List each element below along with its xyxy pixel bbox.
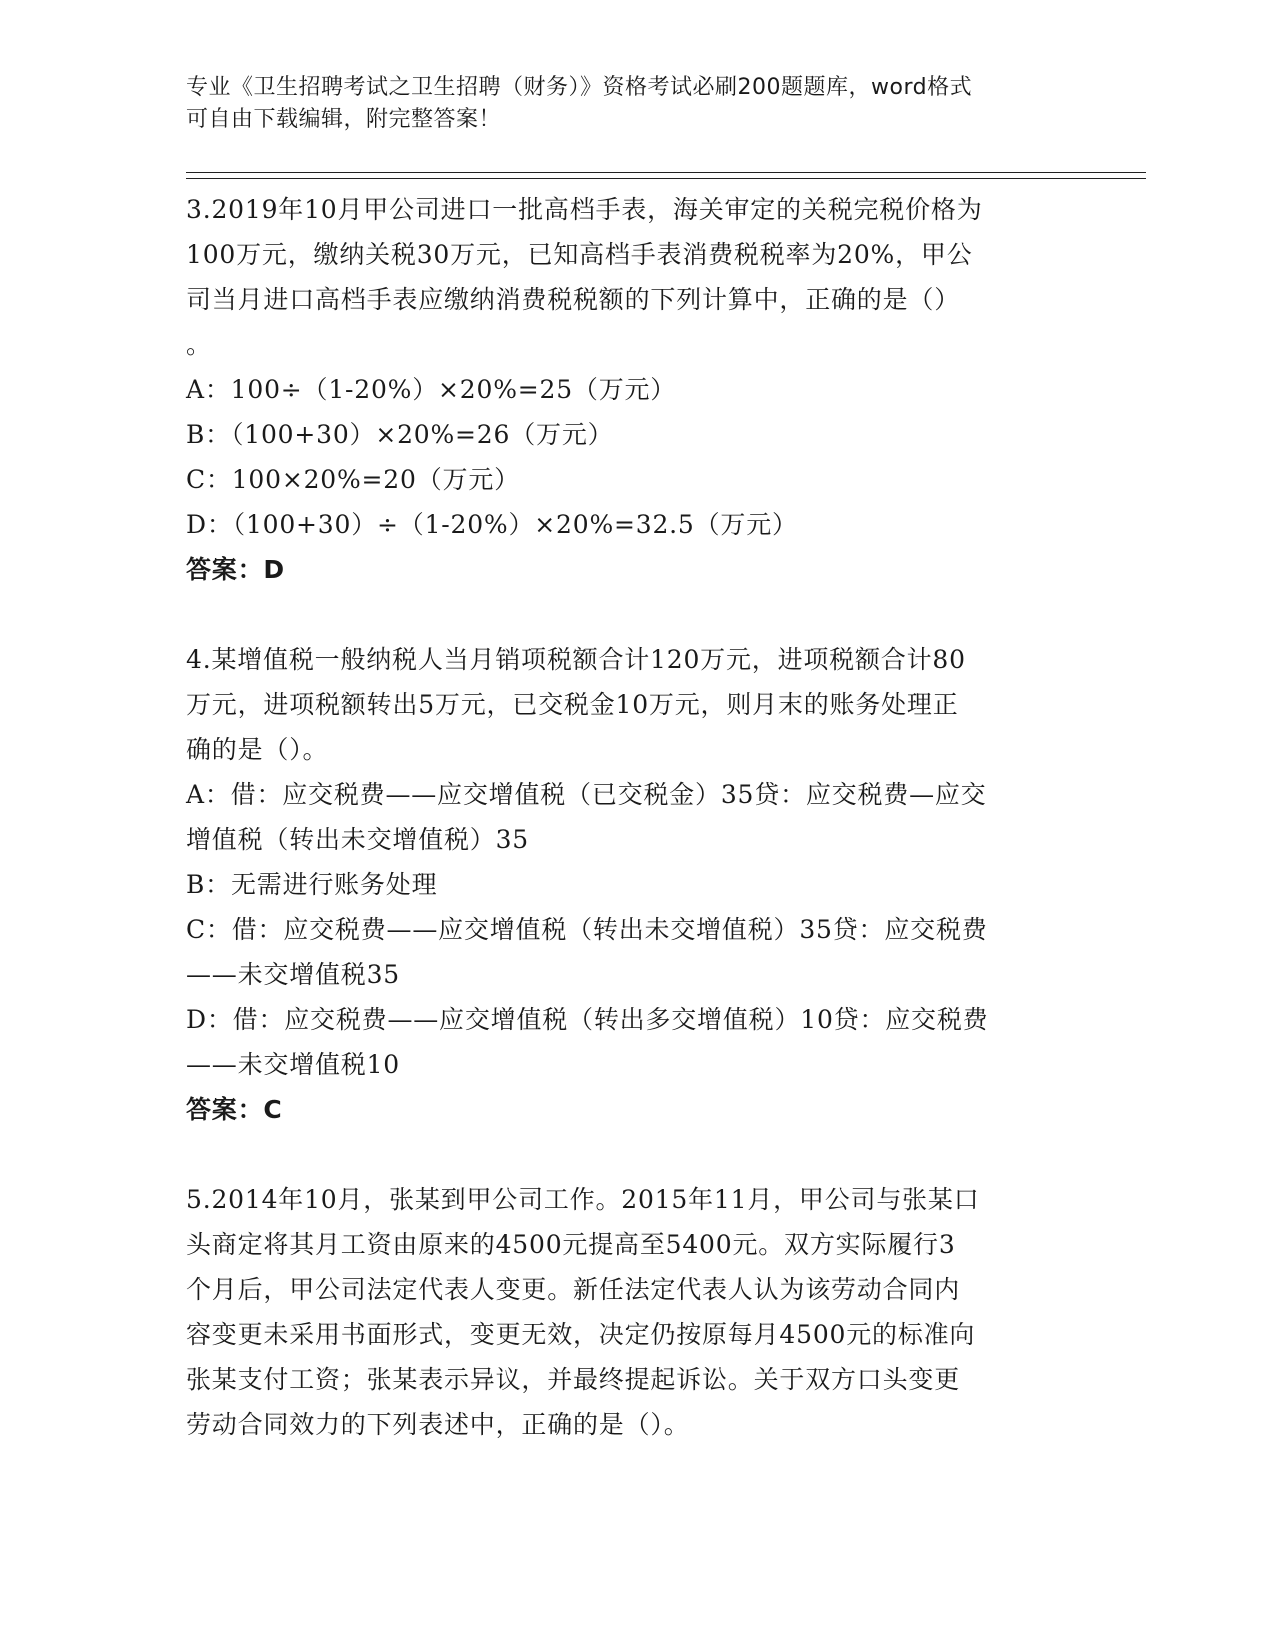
- header-divider: [186, 178, 1146, 179]
- question-stem-line: 100万元，缴纳关税30万元，已知高档手表消费税税率为20%，甲公: [186, 240, 973, 269]
- question-stem-line: 万元，进项税额转出5万元，已交税金10万元，则月末的账务处理正: [186, 690, 959, 719]
- question-stem-line: 个月后，甲公司法定代表人变更。新任法定代表人认为该劳动合同内: [186, 1275, 961, 1304]
- question-spacer: [186, 592, 1086, 637]
- option-a: A：借：应交税费——应交增值税（已交税金）35贷：应交税费—应交: [186, 780, 987, 809]
- question-stem-line: 4.某增值税一般纳税人当月销项税额合计120万元，进项税额合计80: [186, 645, 966, 674]
- question-list: [186, 187, 1086, 1447]
- option-c-continued: ——未交增值税35: [186, 960, 401, 989]
- option-d: D：（100+30）÷（1-20%）×20%=32.5（万元）: [186, 510, 798, 539]
- question-stem-line: 劳动合同效力的下列表述中，正确的是（）。: [186, 1410, 690, 1439]
- answer-label: 答案：D: [186, 555, 285, 584]
- question-stem-line: 张某支付工资；张某表示异议，并最终提起诉讼。关于双方口头变更: [186, 1365, 961, 1394]
- header-line: 专业《卫生招聘考试之卫生招聘（财务）》资格考试必刷200题题库，word格式: [186, 75, 973, 100]
- question-item: [186, 637, 1086, 1132]
- question-stem-line: 容变更未采用书面形式，变更无效，决定仍按原每月4500元的标准向: [186, 1320, 976, 1349]
- question-stem-line: 司当月进口高档手表应缴纳消费税税额的下列计算中，正确的是（）: [186, 285, 961, 314]
- option-a-continued: 增值税（转出未交增值税）35: [186, 825, 530, 854]
- question-spacer: [186, 1132, 1086, 1177]
- option-d-continued: ——未交增值税10: [186, 1050, 401, 1079]
- question-stem-line: 确的是（）。: [186, 735, 329, 764]
- question-item: [186, 187, 1086, 592]
- question-stem-line: 5.2014年10月，张某到甲公司工作。2015年11月，甲公司与张某口: [186, 1185, 980, 1214]
- document-header: [186, 72, 1066, 136]
- option-b: B：无需进行账务处理: [186, 870, 438, 899]
- option-b: B：（100+30）×20%=26（万元）: [186, 420, 614, 449]
- answer-label: 答案：C: [186, 1095, 283, 1124]
- option-c: C：借：应交税费——应交增值税（转出未交增值税）35贷：应交税费: [186, 915, 988, 944]
- option-d: D：借：应交税费——应交增值税（转出多交增值税）10贷：应交税费: [186, 1005, 989, 1034]
- header-divider: [186, 172, 1146, 173]
- header-line: 可自由下载编辑，附完整答案！: [186, 107, 502, 132]
- option-c: C：100×20%=20（万元）: [186, 465, 520, 494]
- option-a: A：100÷（1-20%）×20%=25（万元）: [186, 375, 677, 404]
- question-stem-line: 。: [186, 330, 212, 359]
- question-stem-line: 3.2019年10月甲公司进口一批高档手表，海关审定的关税完税价格为: [186, 195, 983, 224]
- question-item: [186, 1177, 1086, 1447]
- question-stem-line: 头商定将其月工资由原来的4500元提高至5400元。双方实际履行3: [186, 1230, 956, 1259]
